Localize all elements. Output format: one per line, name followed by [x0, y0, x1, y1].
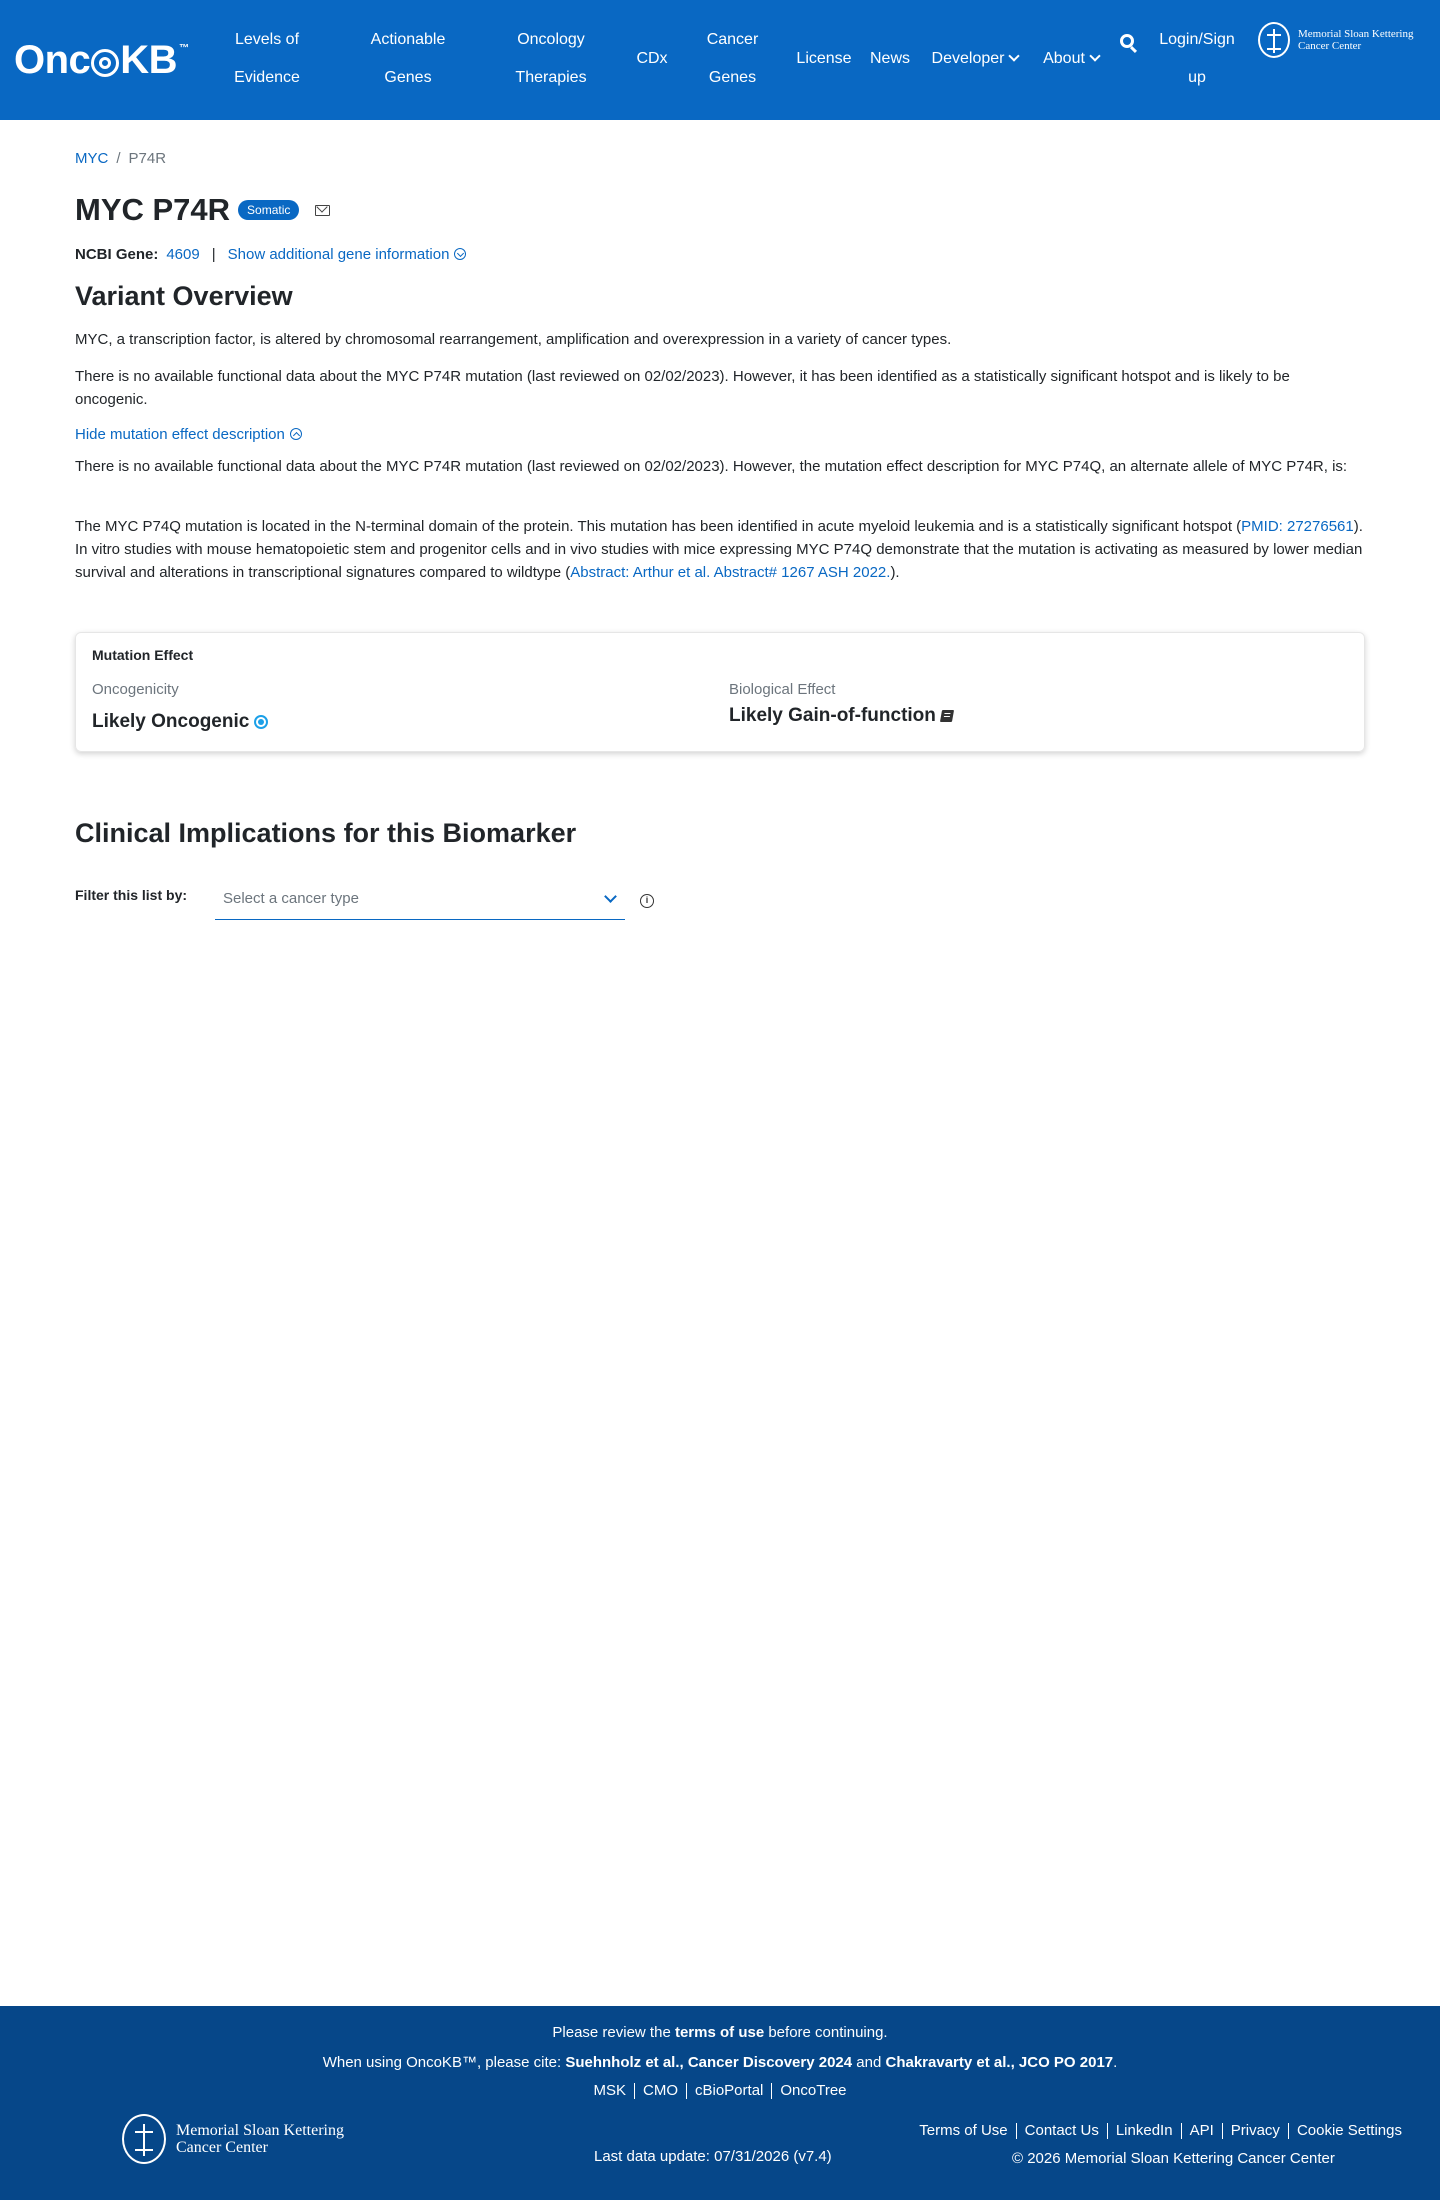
nav-label-line1: Levels of [234, 31, 300, 48]
api-link[interactable]: API [1189, 2122, 1214, 2139]
login-signup-link[interactable] [1152, 21, 1242, 97]
mutation-effect-intro: There is no available functional data about the MYC P74R mutation (last reviewed on 02/02/2023). However, the mutation effect description for MYC P74Q, an alternate allele of MYC P74R, is: [75, 458, 1348, 475]
citation-link-2[interactable] [886, 2054, 1114, 2071]
oncokb-logo[interactable] [14, 38, 189, 83]
citation-a: When using OncoKB™, please cite: [322, 2054, 566, 2071]
msk-emblem-icon [1258, 22, 1290, 58]
breadcrumb-gene-link[interactable]: MYC [75, 150, 109, 167]
cookie-settings-link[interactable]: Cookie Settings [1296, 2122, 1402, 2139]
terms-link[interactable]: Terms of Use [919, 2122, 1008, 2139]
nav-levels-of-evidence[interactable] [222, 21, 312, 97]
title-row [75, 192, 330, 228]
cancer-type-select[interactable] [215, 884, 625, 920]
oncogenic-icon [254, 715, 268, 729]
msk-logo[interactable] [1258, 22, 1438, 58]
nav-actionable-genes[interactable] [358, 21, 458, 97]
msk-logo-text [176, 2122, 376, 2156]
nav-about-label: About [1043, 50, 1085, 67]
search-icon[interactable] [1120, 34, 1134, 48]
clinical-implications-heading: Clinical Implications for this Biomarker [75, 818, 577, 848]
cancer-type-placeholder: Select a cancer type [223, 890, 359, 907]
citation-label-1: Suehnholz et al., Cancer Discovery 2024 [565, 2054, 853, 2071]
cmo-link[interactable]: CMO [643, 2082, 678, 2099]
chevron-down-icon [604, 890, 617, 903]
biological-effect-text: Likely Gain-of-function [729, 705, 936, 726]
linkedin-link[interactable]: LinkedIn [1115, 2122, 1173, 2139]
citation-notice [0, 2054, 1440, 2071]
chevron-down-icon [1009, 50, 1020, 61]
top-navbar [0, 0, 1440, 120]
terms-of-use-link[interactable] [675, 2024, 764, 2041]
last-data-update: Last data update: 07/31/2026 (v7.4) [594, 2148, 832, 2165]
chevron-circle-up-icon [290, 428, 302, 440]
terms-notice [0, 2024, 1440, 2041]
nav-label-line2: Evidence [234, 69, 300, 86]
chevron-down-icon [1089, 50, 1100, 61]
nav-cancer-genes[interactable] [700, 21, 765, 97]
terms-of-use-label: terms of use [674, 2024, 765, 2041]
biological-effect-value [729, 705, 953, 727]
msk-line2: Cancer Center [176, 2139, 268, 2156]
divider [771, 2083, 772, 2099]
citation-e: . [1113, 2054, 1118, 2071]
contact-link[interactable]: Contact Us [1024, 2122, 1099, 2139]
citation-label-2: Chakravarty et al., JCO PO 2017 [885, 2054, 1114, 2071]
divider [1222, 2123, 1223, 2139]
nav-label-line1: Oncology [517, 31, 585, 48]
book-icon[interactable] [940, 710, 954, 722]
nav-label-line1: Actionable [370, 31, 446, 48]
msk-logo-text [1298, 28, 1438, 52]
description-text-c: ). [890, 564, 900, 581]
page-title: MYC P74R [75, 192, 231, 227]
msk-emblem-icon [122, 2114, 166, 2164]
divider [1107, 2123, 1108, 2139]
nav-license[interactable]: License [796, 50, 852, 67]
msk-line1: Memorial Sloan Kettering [176, 2122, 344, 2139]
nav-label-line2: Genes [708, 69, 757, 86]
divider [1181, 2123, 1182, 2139]
biological-effect-label: Biological Effect [729, 681, 836, 698]
pipe-separator: | [211, 246, 216, 263]
description-text-a: The MYC P74Q mutation is located in the N-terminal domain of the protein. This mutation has been identified in acute myeloid leukemia and is a statistically significant hotspot ( [75, 518, 1242, 535]
citation-link-1[interactable] [565, 2054, 852, 2071]
variant-summary-text: There is no available functional data about the MYC P74R mutation (last reviewed on 02/02/2023). However, it has been identified as a statistically significant hotspot and is likely to be oncogenic. [75, 368, 1290, 408]
login-label-line2: up [1188, 69, 1206, 86]
oncogenicity-label: Oncogenicity [92, 681, 179, 698]
nav-developer-label: Developer [931, 50, 1005, 67]
show-gene-info-toggle[interactable] [228, 246, 467, 263]
logo-trademark: ™ [179, 43, 189, 54]
cbioportal-link[interactable]: cBioPortal [695, 2082, 764, 2099]
nav-news[interactable]: News [869, 50, 910, 67]
breadcrumb-current: P74R [128, 150, 167, 167]
hide-mutation-effect-label: Hide mutation effect description [75, 426, 285, 443]
terms-notice-c: before continuing. [764, 2024, 888, 2041]
ncbi-gene-link[interactable]: 4609 [166, 246, 200, 263]
somatic-badge: Somatic [238, 200, 299, 220]
info-icon[interactable]: i [640, 894, 654, 908]
partner-links [0, 2082, 1440, 2099]
breadcrumb-separator: / [116, 150, 121, 167]
oncogenicity-text: Likely Oncogenic [92, 711, 250, 732]
mutation-effect-card [75, 632, 1365, 752]
footer-legal-links [919, 2122, 1402, 2139]
footer-msk-logo[interactable] [122, 2114, 376, 2164]
abstract-link[interactable]: Abstract: Arthur et al. Abstract# 1267 ASH 2022. [570, 564, 891, 581]
copyright: © 2026 Memorial Sloan Kettering Cancer Center [1012, 2150, 1335, 2167]
variant-overview-heading: Variant Overview [75, 281, 293, 311]
nav-oncology-therapies[interactable] [505, 21, 597, 97]
terms-notice-a: Please review the [552, 2024, 675, 2041]
nav-label-line2: Genes [384, 69, 432, 86]
footer [0, 2006, 1440, 2200]
nav-label-line1: Cancer [706, 31, 759, 48]
nav-developer-dropdown[interactable] [927, 40, 1023, 78]
citation-c: and [852, 2054, 886, 2071]
logo-text-kb: KB [120, 38, 178, 82]
mutation-effect-description [75, 515, 1365, 584]
gene-summary-text: MYC, a transcription factor, is altered by chromosomal rearrangement, amplification and overexpression in a variety of cancer types. [75, 331, 952, 348]
divider [1288, 2123, 1289, 2139]
divider [1016, 2123, 1017, 2139]
filter-label: Filter this list by: [75, 887, 188, 903]
oncogenicity-value [92, 711, 268, 733]
breadcrumb [75, 150, 166, 167]
nav-cdx[interactable]: CDx [636, 50, 668, 67]
description-text-b: ). In vitro studies with mouse hematopoietic stem and progenitor cells and in vivo studies with mice expressing MYC P74Q demonstrate that the mutation is activating as measured by lower median survival and alterations in transcriptional signatures compared to wildtype ( [75, 518, 1363, 581]
nav-about-dropdown[interactable] [1038, 40, 1104, 78]
msk-line1: Memorial Sloan Kettering [1298, 28, 1414, 40]
oncotree-link[interactable]: OncoTree [780, 2082, 847, 2099]
target-icon [91, 49, 119, 77]
privacy-link[interactable]: Privacy [1230, 2122, 1280, 2139]
msk-line2: Cancer Center [1298, 40, 1362, 52]
divider [686, 2083, 687, 2099]
show-gene-info-label: Show additional gene information [227, 246, 450, 263]
mail-icon[interactable] [315, 205, 330, 216]
hide-mutation-effect-toggle[interactable] [75, 426, 302, 443]
gene-info-row [75, 246, 466, 263]
card-title: Mutation Effect [92, 647, 194, 663]
login-label-line1: Login/Sign [1159, 31, 1235, 48]
ncbi-gene-label: NCBI Gene: [75, 246, 159, 263]
msk-link[interactable]: MSK [593, 2082, 626, 2099]
divider [634, 2083, 635, 2099]
chevron-circle-down-icon [454, 248, 466, 260]
pmid-link[interactable]: PMID: 27276561 [1241, 518, 1354, 535]
nav-label-line2: Therapies [515, 69, 587, 86]
logo-text-onc: Onc [14, 38, 91, 82]
